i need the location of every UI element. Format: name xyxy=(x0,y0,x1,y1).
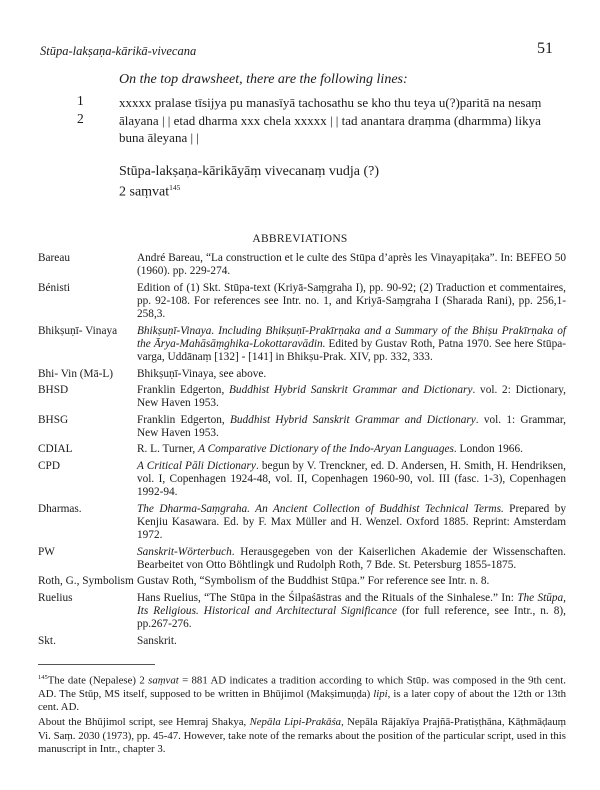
def-text: Prepared by Kenjiu Kasawara. Ed. by F. Max Müller and H. Wenzel. Oxford 1885. Reprint: Amsterdam 1972. xyxy=(137,502,566,542)
abbreviation-entry xyxy=(38,592,566,632)
def-text: Franklin Edgerton, xyxy=(137,413,230,426)
def-text: Edited by Gustav Roth, Patna 1970. See here Stūpa-varga, Uddānaṃ [132] - [141] in Bhikṣu-Prak. XIV, pp. 332, 333. xyxy=(137,337,566,364)
line-number: 1 xyxy=(77,93,84,108)
transcription-intro: On the top drawsheet, there are the following lines: xyxy=(119,72,408,87)
abbreviation-entry xyxy=(38,252,566,278)
abbreviation-term: Bhi- Vin (Mā-L) xyxy=(38,367,114,380)
abbreviation-definition xyxy=(137,443,566,456)
abbreviation-entry xyxy=(38,503,566,543)
abbreviation-term: Ruelius xyxy=(38,591,73,604)
colophon-date xyxy=(119,183,180,201)
def-text: Edition of (1) Skt. Stūpa-text (Kriyā-Saṃgraha I), pp. 90-92; (2) Traduction et commentaires, pp. 92-108. For references see Intr. no. 1, and Kriyā-Saṃgraha I (Sharada Rani), pp. 256,1-258,3. xyxy=(137,281,566,321)
def-text: . begun by V. Trenckner, ed. D. Andersen, H. Smith, H. Hendriksen, vol. I, Copenhagen 1924-48, vol. II, Copenhagen 1960-90, vol. III (fasc. 1-3), Copenhagen 1992-94. xyxy=(137,459,566,499)
def-text: . vol. 2: Dictionary, New Haven 1953. xyxy=(137,384,567,410)
abbreviation-term: CDIAL xyxy=(38,443,73,456)
def-title: Sanskrit-Wörterbuch xyxy=(137,545,232,558)
abbreviation-definition xyxy=(137,546,566,572)
abbreviation-entry xyxy=(38,443,566,456)
footnote-text: The date (Nepalese) 2 xyxy=(47,674,149,687)
abbreviation-term: PW xyxy=(38,545,55,558)
footnote-italic: lipi xyxy=(373,687,388,700)
abbreviation-term: Bénisti xyxy=(38,281,71,294)
abbreviation-definition xyxy=(137,325,566,365)
colophon-line: Stūpa-lakṣaṇa-kārikāyāṃ vivecanaṃ vudja (?) xyxy=(119,164,380,179)
def-text: Franklin Edgerton, xyxy=(137,384,230,397)
abbreviation-entry xyxy=(38,460,566,500)
abbreviation-definition xyxy=(137,592,566,632)
abbreviation-definition xyxy=(137,384,566,410)
footnote-ref: 145 xyxy=(169,183,181,192)
def-text: André Bareau, “La construction et le culte des Stūpa d’après les Vinayapiṭaka”. In: BEFEO 50 (1960). pp. 229-274. xyxy=(137,252,566,278)
abbreviation-term: CPD xyxy=(38,459,60,472)
def-title: A Critical Pāli Dictionary xyxy=(137,459,256,472)
transcription-line: buna āleyana | | xyxy=(119,130,199,145)
abbreviation-entry xyxy=(38,546,566,572)
def-title: The Stūpa, Its Religious. Historical and Architectural Significance xyxy=(137,591,567,618)
def-text: Sanskrit. xyxy=(137,634,177,647)
abbreviation-term: Dharmas. xyxy=(38,502,82,515)
abbreviation-definition xyxy=(137,414,566,440)
abbreviation-term: Bareau xyxy=(38,252,70,264)
abbreviation-definition xyxy=(137,575,566,588)
def-title: A Comparative Dictionary of the Indo-Aryan Languages xyxy=(198,443,454,456)
transcription-line: ālayana | | etad dharma xxx chela xxxxx | | tad anantara draṃma (dharmma) likya xyxy=(119,113,541,128)
footnote-italic: saṃvat xyxy=(148,674,179,687)
footnote-145 xyxy=(38,671,566,714)
running-head: Stūpa-lakṣaṇa-kārikā-vivecana xyxy=(40,44,197,58)
def-text: . London 1966. xyxy=(453,443,523,456)
def-text: Bhikṣuṇī-Vinaya, see above. xyxy=(137,367,267,380)
footnotes xyxy=(38,671,566,758)
abbreviation-definition xyxy=(137,368,566,381)
abbreviation-term: Bhikṣuṇī- Vinaya xyxy=(38,324,118,337)
footnote-text: = 881 AD indicates a tradition according to which Stūp. was composed in the 9th cent. AD. The Stūp, MS itself, supposed to be written in Bhūjimol (Makṣimuṇḍa) xyxy=(38,674,566,700)
abbreviation-entry xyxy=(38,325,566,365)
def-text: (for full reference, see Intr., n. 8), pp.267-276. xyxy=(137,605,566,631)
abbreviation-term: Skt. xyxy=(38,634,56,647)
def-title: Buddhist Hybrid Sanskrit Grammar and Dictionary xyxy=(229,384,473,397)
abbreviations-list xyxy=(38,252,566,651)
footnote-text: , Nepāla Rājakīya Prajñā-Pratiṣṭhāna, Kāṭhmāḍauṃ Vi. Saṃ. 2030 (1973), pp. 45-47. However, take note of the remarks about the position of the particular script, used in this manuscript in Intr., chapter 3. xyxy=(38,716,567,756)
footnote-text: About the Bhūjimol script, see Hemraj Shakya, xyxy=(38,716,250,729)
def-title: Buddhist Hybrid Sanskrit Grammar and Dictionary xyxy=(229,413,476,426)
footnote-divider xyxy=(38,664,155,665)
abbreviation-entry xyxy=(38,368,566,381)
abbreviation-entry xyxy=(38,414,566,440)
abbreviation-entry xyxy=(38,384,566,410)
footnote-bhujimol xyxy=(38,716,566,756)
abbreviation-entry xyxy=(38,282,566,322)
def-text: Gustav Roth, “Symbolism of the Buddhist Stūpa.” For reference see Intr. n. 8. xyxy=(137,575,490,588)
footnote-text: , is a later copy of about the 12th or 13th cent. AD. xyxy=(38,687,566,714)
abbreviation-term: BHSD xyxy=(38,384,69,397)
line-number: 2 xyxy=(77,111,84,126)
def-text: . vol. 1: Grammar, New Haven 1953. xyxy=(137,413,567,439)
def-text: Hans Ruelius, “The Stūpa in the Śilpaśāstras and the Rituals of the Sinhalese.” In: xyxy=(137,591,518,604)
abbreviation-term: BHSG xyxy=(38,413,69,426)
footnote-marker: 145 xyxy=(38,674,48,681)
abbreviation-definition xyxy=(137,282,566,322)
abbreviation-entry xyxy=(38,575,566,588)
abbreviations-heading: ABBREVIATIONS xyxy=(252,233,348,245)
colophon-date-text: 2 saṃvat xyxy=(119,184,170,200)
def-text: R. L. Turner, xyxy=(137,443,199,456)
footnote-italic: Nepāla Lipi-Prakāśa xyxy=(249,716,342,729)
abbreviation-definition xyxy=(137,460,566,500)
abbreviation-term: Roth, G., Symbolism xyxy=(38,575,134,588)
def-title: Bhikṣuṇī-Vinaya. Including Bhikṣuṇī-Prakīrṇaka and a Summary of the Bhiṣu Prakīrṇaka of the Ārya-Mahāsāṃghika-Lokottaravādin. xyxy=(137,324,566,350)
abbreviation-definition xyxy=(137,252,566,278)
page-number: 51 xyxy=(537,40,553,57)
transcription-line: xxxxx pralase tīsijya pu manasīyā tachosathu se kho thu teya u(?)paritā na nesaṃ xyxy=(119,95,542,110)
def-title: The Dharma-Saṃgraha. An Ancient Collection of Buddhist Technical Terms. xyxy=(137,502,504,515)
abbreviation-definition xyxy=(137,503,566,543)
abbreviation-entry xyxy=(38,635,566,648)
def-text: . Herausgegeben von der Kaiserlichen Akademie der Wissenschaften. Bearbeitet von Otto Böhtlingk und Rudolph Roth, 7 Bde. St. Petersburg 1855-1875. xyxy=(137,545,566,571)
abbreviation-definition xyxy=(137,635,566,648)
